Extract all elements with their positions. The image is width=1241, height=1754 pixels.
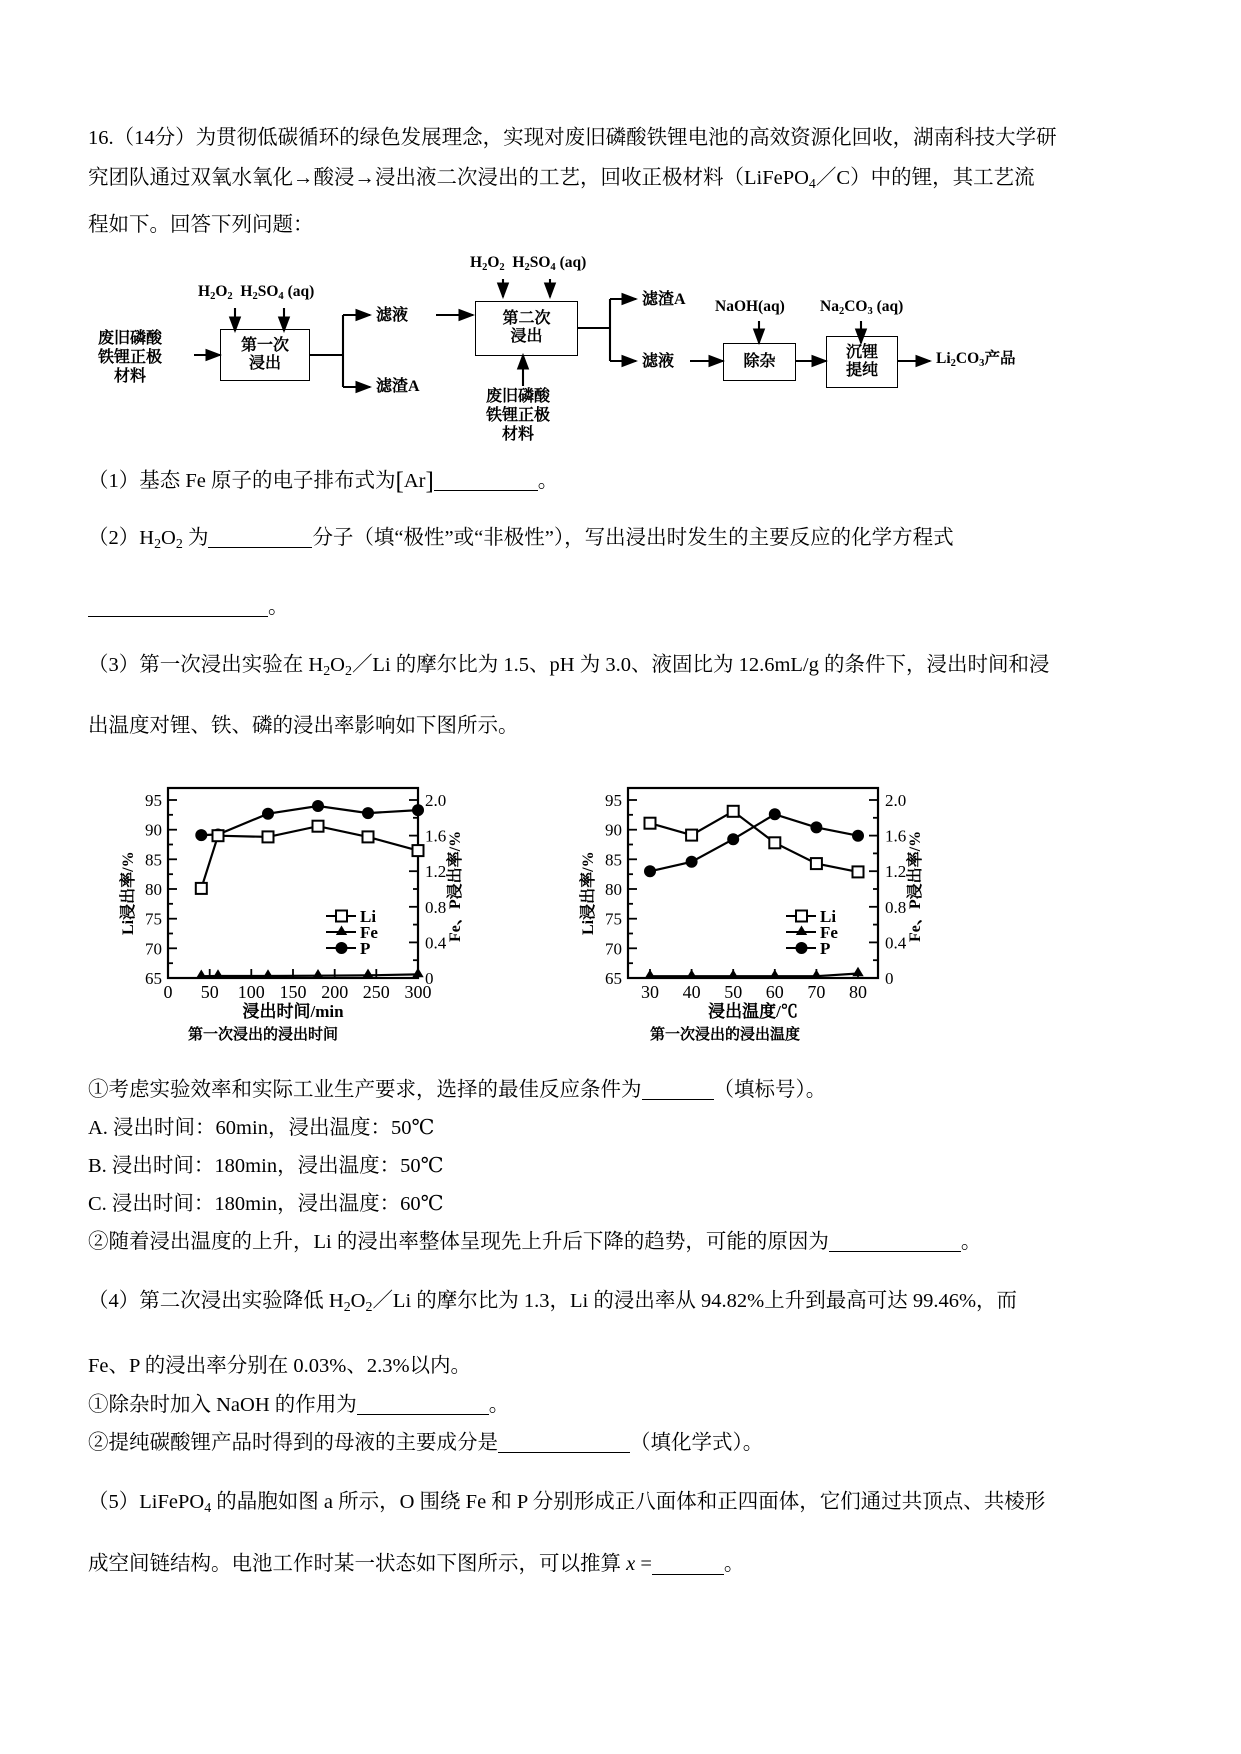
leaching-time-chart bbox=[108, 770, 478, 1043]
svg-text:75: 75 bbox=[605, 909, 622, 929]
flow-reagent-1-label: $H_2O_2$ $H_2SO_4$ (aq) bbox=[198, 282, 315, 302]
svg-text:90: 90 bbox=[605, 820, 622, 840]
svg-text:2.0: 2.0 bbox=[425, 790, 447, 810]
flow-reagent-2-label: $H_2O_2$ $H_2SO_4$ (aq) bbox=[470, 253, 587, 273]
q3-item1-line: ①考虑实验效率和实际工业生产要求，选择的最佳反应条件为 （填标号）。 bbox=[88, 1078, 827, 1101]
svg-text:0: 0 bbox=[425, 968, 434, 988]
svg-text:150: 150 bbox=[279, 981, 307, 1002]
q5-line-2: 成空间链结构。电池工作时某一状态如下图所示，可以推算 x = 。 bbox=[88, 1553, 745, 1576]
chart-legend-labels bbox=[820, 907, 838, 958]
svg-text:30: 30 bbox=[641, 981, 659, 1002]
right-axis-title: Fe、P浸出率/% bbox=[447, 830, 464, 942]
q2-answer-blank-2[interactable] bbox=[88, 595, 268, 618]
x-axis-title: 浸出温度/℃ bbox=[708, 1001, 798, 1020]
svg-text:1.6: 1.6 bbox=[425, 826, 447, 846]
q2-line-2: 。 bbox=[88, 587, 1153, 627]
flow-filtrate-2-label: 滤液 bbox=[642, 352, 675, 370]
svg-text:200: 200 bbox=[321, 981, 349, 1002]
svg-text:50: 50 bbox=[724, 981, 743, 1002]
leaching-temperature-svg bbox=[568, 770, 938, 1020]
svg-text:65: 65 bbox=[605, 968, 622, 988]
sub-question-2 bbox=[88, 518, 1153, 627]
flow-reagent-naoh-label: NaOH(aq) bbox=[715, 297, 785, 315]
svg-text:70: 70 bbox=[605, 938, 622, 958]
svg-text:Li: Li bbox=[360, 906, 377, 926]
left-y-tick-labels bbox=[605, 791, 622, 988]
chart-legend-labels bbox=[360, 907, 378, 958]
q5-answer-blank[interactable] bbox=[652, 1552, 724, 1575]
question-content bbox=[88, 118, 1153, 1584]
leaching-time-chart-caption: 第一次浸出的浸出时间 bbox=[188, 1025, 339, 1043]
q3-line-1: （3）第一次浸出实验在 $H_2O_2/Li$ 的摩尔比为 1.5、pH 为 3.0、液固比为 12.6mL/g 的条件下，浸出时间和浸 bbox=[88, 653, 1050, 679]
q4-item2-line: ②提纯碳酸锂产品时得到的母液的主要成分是 （填化学式）。 bbox=[88, 1431, 764, 1454]
q2-answer-blank-1[interactable] bbox=[208, 526, 312, 549]
svg-text:95: 95 bbox=[605, 790, 622, 810]
sub-question-4-items bbox=[88, 1386, 1153, 1462]
flow-product-label: $Li_2CO_3$产品 bbox=[936, 349, 1016, 369]
q2-line-1: $(2)H_2O_2$ 为 分子（填“极性”或“非极性”），写出浸出时发生的主要反应的化学方程式 bbox=[88, 526, 954, 552]
svg-text:P: P bbox=[360, 938, 371, 958]
x-axis-title: 浸出时间/min bbox=[242, 1001, 344, 1020]
flow-residue-1-label: 滤渣A bbox=[376, 377, 420, 395]
flow-box-second-leach: 第二次 浸出 bbox=[475, 301, 578, 356]
flow-reagent-na2co3-label: $Na_2CO_3$ (aq) bbox=[820, 297, 904, 317]
svg-text:70: 70 bbox=[145, 938, 162, 958]
svg-text:60: 60 bbox=[765, 981, 784, 1002]
left-axis-title: Li浸出率/% bbox=[120, 851, 137, 935]
series-Li-markers bbox=[196, 820, 424, 893]
x-tick-labels bbox=[164, 982, 432, 1002]
q4-item1-answer-blank[interactable] bbox=[357, 1393, 489, 1416]
svg-text:250: 250 bbox=[362, 981, 390, 1002]
q4-line-1: （4）第二次浸出实验降低 $H_2O_2/Li$ 的摩尔比为 1.3，Li 的浸出率从 94.82%上升到最高可达 99.46%，而 bbox=[88, 1289, 1018, 1315]
charts-container bbox=[88, 762, 1148, 1043]
flow-box-first-leach: 第一次 浸出 bbox=[220, 329, 310, 381]
q3-option-c: C. 浸出时间：180min，浸出温度：60℃ bbox=[88, 1192, 444, 1215]
leaching-temperature-chart-caption: 第一次浸出的浸出温度 bbox=[650, 1025, 801, 1043]
process-flow-diagram bbox=[98, 251, 1016, 443]
q5-line-1: （5）LiFePO$_4$ 的晶胞如图 a 所示，O 围绕 Fe 和 P 分别形成正八面体和正四面体，它们通过共顶点、共棱形 bbox=[88, 1490, 1046, 1516]
svg-text:0.8: 0.8 bbox=[425, 897, 447, 917]
svg-text:P: P bbox=[820, 938, 831, 958]
leaching-temperature-chart bbox=[568, 770, 938, 1043]
svg-text:40: 40 bbox=[682, 981, 701, 1002]
svg-text:100: 100 bbox=[237, 981, 265, 1002]
right-y-tick-labels bbox=[425, 791, 447, 988]
q3-item2-answer-blank[interactable] bbox=[829, 1230, 961, 1253]
sub-question-3-item-1 bbox=[88, 1071, 1153, 1261]
stem-line-3: 程如下。回答下列问题： bbox=[88, 213, 314, 236]
stem-line-2: 究团队通过双氧水氧化→酸浸→浸出液二次浸出的工艺，回收正极材料（LiFePO$_4$／C）中的锂，其工艺流 bbox=[88, 167, 1035, 192]
series-P bbox=[201, 806, 418, 835]
svg-text:90: 90 bbox=[145, 820, 162, 840]
sub-question-4 bbox=[88, 1281, 1153, 1386]
svg-text:0.8: 0.8 bbox=[885, 897, 907, 917]
q4-item1-line: ①除杂时加入 NaOH 的作用为 。 bbox=[88, 1393, 510, 1416]
svg-text:80: 80 bbox=[145, 879, 162, 899]
svg-text:0.4: 0.4 bbox=[885, 933, 907, 953]
sub-question-3 bbox=[88, 645, 1153, 746]
svg-text:85: 85 bbox=[145, 849, 162, 869]
series-Li bbox=[650, 811, 858, 872]
flow-box-purify: 除杂 bbox=[723, 343, 796, 381]
q4-item2-answer-blank[interactable] bbox=[498, 1431, 630, 1454]
svg-text:300: 300 bbox=[404, 981, 432, 1002]
svg-text:75: 75 bbox=[145, 909, 162, 929]
x-tick-labels bbox=[641, 982, 867, 1002]
svg-text:0: 0 bbox=[163, 981, 173, 1002]
flow-second-input-material-label: 废旧磷酸 铁锂正极 材料 bbox=[486, 387, 551, 443]
svg-text:0: 0 bbox=[885, 968, 894, 988]
q3-option-b: B. 浸出时间：180min，浸出温度：50℃ bbox=[88, 1154, 444, 1177]
svg-text:1.2: 1.2 bbox=[425, 861, 447, 881]
svg-text:85: 85 bbox=[605, 849, 622, 869]
leaching-time-svg bbox=[108, 770, 478, 1020]
series-P bbox=[650, 814, 858, 871]
sub-question-5 bbox=[88, 1482, 1153, 1585]
svg-text:0.4: 0.4 bbox=[425, 933, 447, 953]
series-Fe bbox=[650, 973, 858, 976]
q3-item1-answer-blank[interactable] bbox=[642, 1078, 714, 1101]
svg-text:Fe: Fe bbox=[360, 922, 378, 942]
svg-text:1.6: 1.6 bbox=[885, 826, 907, 846]
flow-input-material-label: 废旧磷酸 铁锂正极 材料 bbox=[98, 329, 163, 385]
stem-line-1: 16.（14分）为贯彻低碳循环的绿色发展理念，实现对废旧磷酸铁锂电池的高效资源化回收，湖南科技大学研 bbox=[88, 127, 1057, 149]
svg-text:50: 50 bbox=[200, 981, 219, 1002]
svg-text:95: 95 bbox=[145, 790, 162, 810]
left-axis-title: Li浸出率/% bbox=[580, 851, 597, 935]
flow-box-precipitate: 沉锂 提纯 bbox=[826, 336, 898, 388]
right-y-tick-labels bbox=[885, 791, 907, 988]
q4-line-2: Fe、P 的浸出率分别在 0.03%、2.3%以内。 bbox=[88, 1354, 472, 1377]
svg-text:70: 70 bbox=[807, 981, 826, 1002]
right-axis-title: Fe、P浸出率/% bbox=[907, 830, 924, 942]
series-Fe bbox=[201, 974, 418, 976]
flow-residue-2-label: 滤渣A bbox=[642, 290, 686, 308]
svg-text:80: 80 bbox=[605, 879, 622, 899]
svg-text:1.2: 1.2 bbox=[885, 861, 907, 881]
flow-filtrate-1-label: 滤液 bbox=[376, 306, 409, 324]
question-stem bbox=[88, 118, 1153, 245]
svg-text:65: 65 bbox=[145, 968, 162, 988]
series-Li bbox=[201, 826, 418, 888]
q1-line: （1）基态 Fe 原子的电子排布式为[Ar] 。 bbox=[88, 467, 559, 495]
q3-line-2: 出温度对锂、铁、磷的浸出率影响如下图所示。 bbox=[88, 714, 519, 737]
q1-answer-blank[interactable] bbox=[434, 469, 538, 492]
svg-text:Fe: Fe bbox=[820, 922, 838, 942]
left-y-tick-labels bbox=[145, 791, 162, 988]
sub-question-1 bbox=[88, 461, 1153, 502]
svg-text:2.0: 2.0 bbox=[885, 790, 907, 810]
svg-text:80: 80 bbox=[849, 981, 867, 1002]
svg-text:Li: Li bbox=[820, 906, 837, 926]
q3-option-a: A. 浸出时间：60min，浸出温度：50℃ bbox=[88, 1116, 435, 1139]
q3-item2-line: ②随着浸出温度的上升，Li 的浸出率整体呈现先上升后下降的趋势，可能的原因为 。 bbox=[88, 1230, 982, 1253]
